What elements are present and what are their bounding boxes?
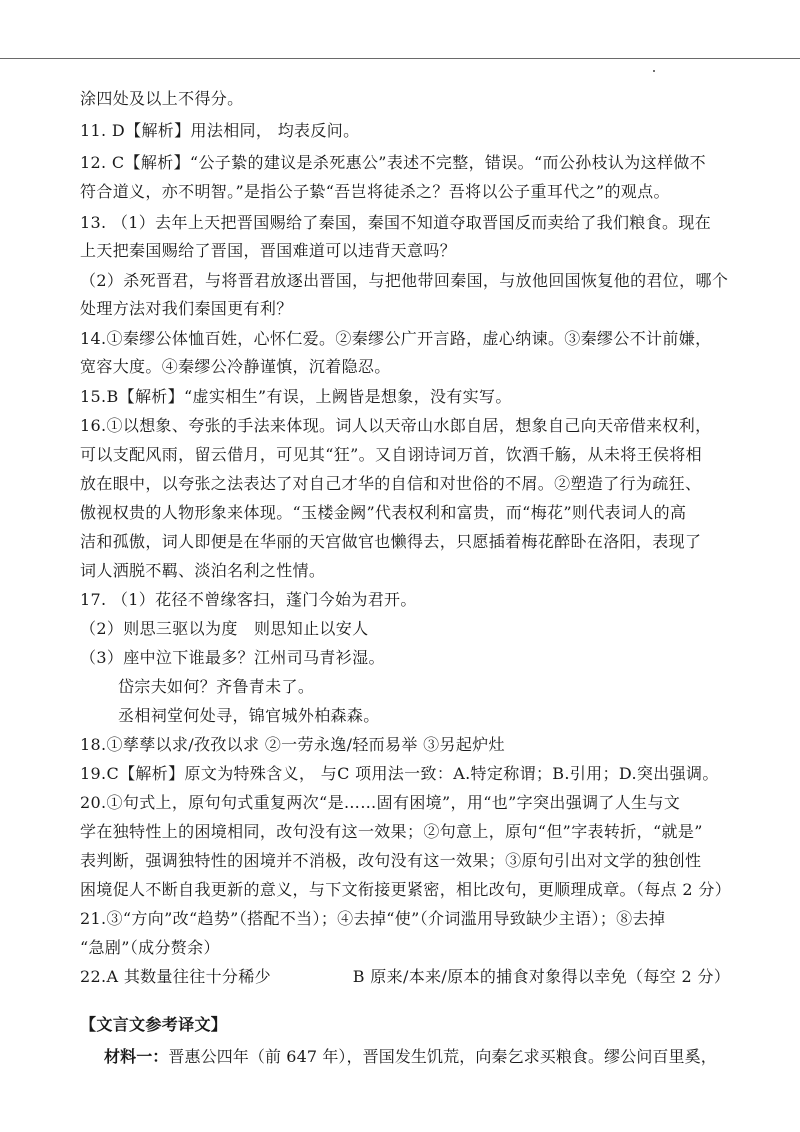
text-line: 17. （1）花径不曾缘客扫，蓬门今始为君开。 xyxy=(80,590,417,609)
text-line: 困境促人不断自我更新的意义，与下文衔接更紧密，相比改句，更顺理成章。（每点 2 分） xyxy=(80,880,732,899)
text-line: 13. （1）去年上天把晋国赐给了秦国，秦国不知道夺取晋国反而卖给了我们粮食。现在 xyxy=(80,213,712,232)
text-line: 符合道义，亦不明智。”是指公子絷“吾岂将徒杀之？吾将以公子重耳代之”的观点。 xyxy=(80,182,670,201)
text-line: 18.①孳孳以求/孜孜以求 ②一劳永逸/轻而易举 ③另起炉灶 xyxy=(80,735,505,754)
section-heading: 【文言文参考译文】 xyxy=(80,1015,228,1034)
text-line: 丞相祠堂何处寻，锦官城外柏森森。 xyxy=(118,706,380,725)
text-line: 15.B【解析】“虚实相生”有误，上阙皆是想象，没有实写。 xyxy=(80,387,512,406)
text-line: 词人洒脱不羁、淡泊名利之性情。 xyxy=(80,561,326,580)
material-label: 材料一： xyxy=(104,1047,169,1066)
page-top-rule xyxy=(0,58,800,59)
text-line: 宽容大度。④秦缪公冷静谨慎，沉着隐忍。 xyxy=(80,357,391,376)
text-line: 14.①秦缪公体恤百姓，心怀仁爱。②秦缪公广开言路，虚心纳谏。③秦缪公不计前嫌， xyxy=(80,329,712,348)
text-line: 11. D【解析】用法相同， 均表反问。 xyxy=(80,121,360,140)
text-line: 12. C【解析】“公子絷的建议是杀死惠公”表述不完整，错误。“而公孙枝认为这样做不 xyxy=(80,153,707,172)
material-text: 晋惠公四年（前 647 年），晋国发生饥荒，向秦乞求买粮食。缪公问百里奚， xyxy=(168,1047,717,1066)
translation-paragraph xyxy=(104,1044,717,1067)
text-line: 涂四处及以上不得分。 xyxy=(80,89,244,108)
text-line: 上天把秦国赐给了晋国，晋国难道可以违背天意吗？ xyxy=(80,241,457,260)
text-line: （3）座中泣下谁最多？江州司马青衫湿。 xyxy=(80,648,385,667)
text-line: “急剧”（成分赘余） xyxy=(80,938,220,957)
text-line: 处理方法对我们秦国更有利？ xyxy=(80,299,293,318)
text-line: 21.③“方向”改“趋势”（搭配不当）；④去掉“使”（介词滥用导致缺少主语）；⑧去掉 xyxy=(80,909,666,928)
text-line: 表判断，强调独特性的困境并不消极，改句没有这一效果；③原句引出对文学的独创性 xyxy=(80,851,702,870)
text-line: 16.①以想象、夸张的手法来体现。词人以天帝山水郎自居，想象自己向天帝借来权利， xyxy=(80,416,712,435)
text-line: 20.①句式上，原句句式重复两次“是……固有困境”，用“也”字突出强调了人生与文 xyxy=(80,793,681,812)
text-line: 学在独特性上的困境相同，改句没有这一效果；②句意上，原句“但”字表转折，“就是” xyxy=(80,822,703,841)
text-line: 傲视权贵的人物形象来体现。“玉楼金阙”代表权利和富贵，而“梅花”则代表词人的高 xyxy=(80,503,687,522)
text-line: 19.C【解析】原文为特殊含义， 与C 项用法一致：A.特定称谓；B.引用；D.突出强调。 xyxy=(80,764,719,783)
text-line: 可以支配风雨，留云借月，可见其“狂”。又自诩诗词万首，饮酒千觞，从未将王侯将相 xyxy=(80,445,703,464)
text-line: 岱宗夫如何？齐鲁青未了。 xyxy=(118,677,315,696)
text-line: （2）杀死晋君，与将晋君放逐出晋国，与把他带回秦国，与放他回国恢复他的君位，哪个 xyxy=(80,271,729,290)
text-line: 洁和孤傲，词人即便是在华丽的天宫做官也懒得去，只愿插着梅花醉卧在洛阳，表现了 xyxy=(80,532,702,551)
text-line: 22.A 其数量往往十分稀少 B 原来/本来/原本的捕食对象得以幸免（每空 2 分） xyxy=(80,967,731,986)
text-line: （2）则思三驱以为度 则思知止以安人 xyxy=(80,619,369,638)
scan-speck xyxy=(653,70,655,72)
text-line: 放在眼中，以夸张之法表达了对自己才华的自信和对世俗的不屑。②塑造了行为疏狂、 xyxy=(80,474,702,493)
